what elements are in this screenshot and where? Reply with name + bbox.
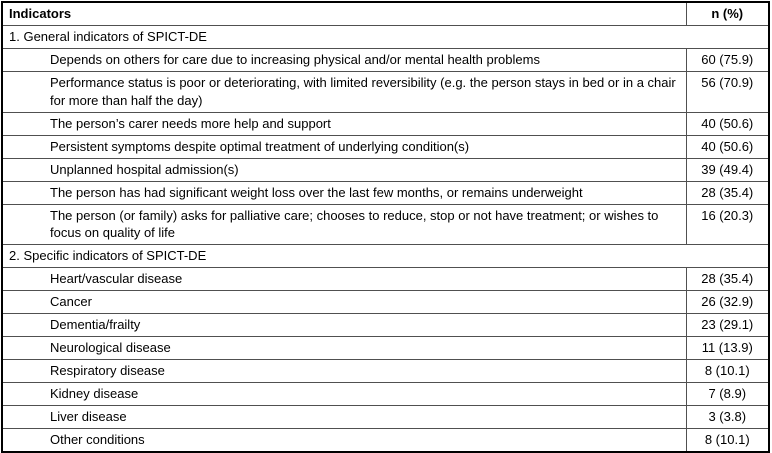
indicator-label: Heart/vascular disease [2,268,686,291]
table-row [2,158,769,181]
indicator-label: Unplanned hospital admission(s) [2,158,686,181]
section-row-specific [2,245,769,268]
indicator-label: Neurological disease [2,337,686,360]
table-row [2,268,769,291]
indicator-label: Depends on others for care due to increasing physical and/or mental health problems [2,49,686,72]
indicator-value: 11 (13.9) [686,337,769,360]
indicator-label: Kidney disease [2,383,686,406]
table-row [2,406,769,429]
table-row [2,291,769,314]
section-row-general [2,26,769,49]
indicator-value: 28 (35.4) [686,181,769,204]
section-label-general: 1. General indicators of SPICT-DE [2,26,769,49]
table-row [2,429,769,453]
indicator-label: Dementia/frailty [2,314,686,337]
indicator-label: Other conditions [2,429,686,453]
indicator-value: 8 (10.1) [686,360,769,383]
table-row [2,72,769,113]
indicator-label: Performance status is poor or deteriorating, with limited reversibility (e.g. the person stays in bed or in a chair for more than half the day) [2,72,686,113]
indicator-value: 60 (75.9) [686,49,769,72]
indicator-label: The person has had significant weight loss over the last few months, or remains underweight [2,181,686,204]
indicators-table [1,1,770,453]
indicator-value: 56 (70.9) [686,72,769,113]
indicator-label: Cancer [2,291,686,314]
indicator-value: 7 (8.9) [686,383,769,406]
document-page [0,1,772,450]
indicator-label: Persistent symptoms despite optimal treatment of underlying condition(s) [2,135,686,158]
indicator-value: 28 (35.4) [686,268,769,291]
indicator-label: Liver disease [2,406,686,429]
table-row [2,49,769,72]
table-row [2,314,769,337]
indicator-label: The person (or family) asks for palliative care; chooses to reduce, stop or not have treatment; or wishes to focus on quality of life [2,204,686,245]
table-row [2,135,769,158]
indicator-label: The person’s carer needs more help and support [2,112,686,135]
column-header-indicators: Indicators [2,2,686,26]
table-row [2,383,769,406]
indicator-value: 8 (10.1) [686,429,769,453]
indicator-value: 40 (50.6) [686,112,769,135]
indicator-value: 39 (49.4) [686,158,769,181]
section-label-specific: 2. Specific indicators of SPICT-DE [2,245,769,268]
indicator-label: Respiratory disease [2,360,686,383]
indicator-value: 40 (50.6) [686,135,769,158]
table-row [2,204,769,245]
indicator-value: 16 (20.3) [686,204,769,245]
table-row [2,181,769,204]
indicator-value: 3 (3.8) [686,406,769,429]
indicator-value: 23 (29.1) [686,314,769,337]
table-header-row [2,2,769,26]
indicator-value: 26 (32.9) [686,291,769,314]
table-row [2,337,769,360]
table-row [2,360,769,383]
column-header-n-pct: n (%) [686,2,769,26]
table-row [2,112,769,135]
